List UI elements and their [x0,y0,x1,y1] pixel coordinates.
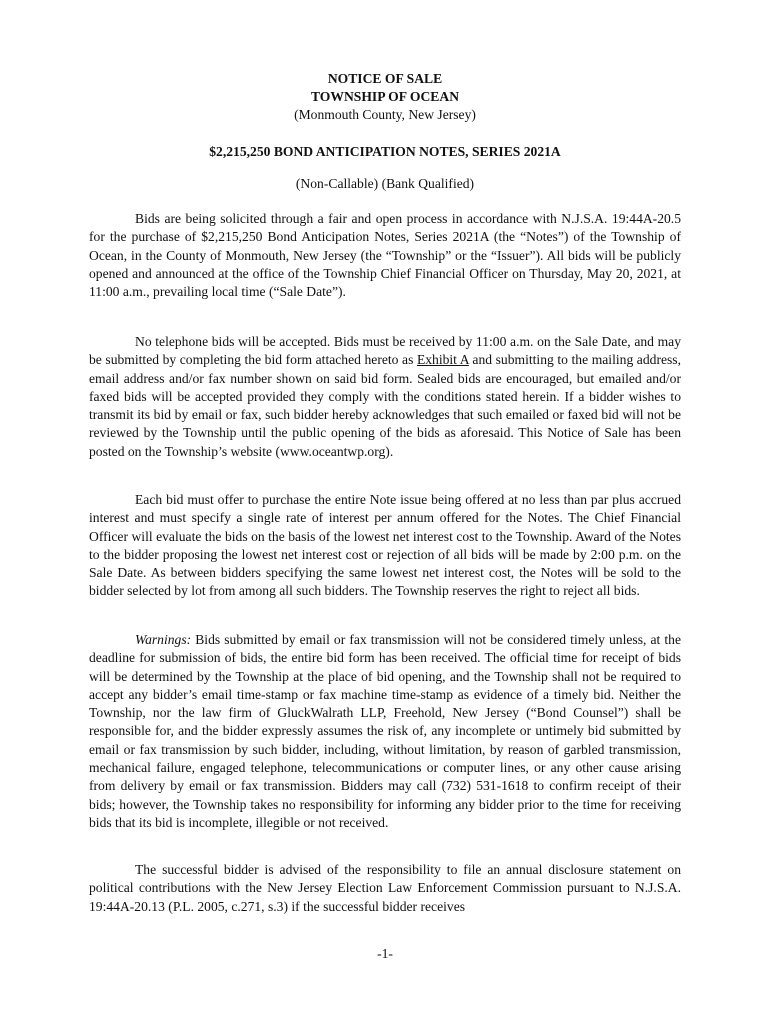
paragraph-submission-text-a: No telephone bids will be accepted. Bids must be received by 11:00 a.m. on the Sale Date, and may be submitted by completing the bid form attached hereto as [89,334,681,368]
issuer-name: TOWNSHIP OF OCEAN [310,89,460,104]
notes-qualifiers: (Non-Callable) (Bank Qualified) [295,176,475,191]
issuer-county: (Monmouth County, New Jersey) [294,107,476,122]
paragraph-submission [89,333,681,461]
warnings-text: Bids submitted by email or fax transmission will not be considered timely unless, at the deadline for submission of bids, the entire bid form has been received. The official time for receipt of bids will be determined by the Township at the place of bid opening, and the Township shall not be required to accept any bidder’s email time-stamp or fax machine time-stamp as evidence of a timely bid. Neither the Township, nor the law firm of GluckWalrath LLP, Freehold, New Jersey (“Bond Counsel”) shall be responsible for, and the bidder expressly assumes the risk of, any incomplete or untimely bid submitted by email or fax transmission by such bidder, including, without limitation, by reason of garbled transmission, mechanical failure, engaged telephone, telecommunications or computer lines, or any other cause arising from delivery by email or fax transmission. Bidders may call (732) 531-1618 to confirm receipt of their bids; however, the Township takes no responsibility for informing any bidder prior to the time for receiving bids that its bid is incomplete, illegible or not received. [89,632,681,830]
notes-title: $2,215,250 BOND ANTICIPATION NOTES, SERIES 2021A [209,144,561,159]
paragraph-warnings [89,631,681,832]
paragraph-disclosure: The successful bidder is advised of the responsibility to file an annual disclosure statement on political contributions with the New Jersey Election Law Enforcement Commission pursuant to N.J.S.A. 19:44A-20.13 (P.L. 2005, c.271, s.3) if the successful bidder receives [89,862,681,914]
page-number: -1- [377,946,393,961]
paragraph-bid-terms: Each bid must offer to purchase the entire Note issue being offered at no less than par plus accrued interest and must specify a single rate of interest per annum offered for the Notes. The Chief Financial Officer will evaluate the bids on the basis of the lowest net interest cost to the Township. Award of the Notes to the bidder proposing the lowest net interest cost or rejection of all bids will be made by 2:00 p.m. on the Sale Date. As between bidders specifying the same lowest net interest cost, the Notes will be sold to the bidder selected by lot from among all such bidders. The Township reserves the right to reject all bids. [89,492,681,599]
paragraph-bid-solicitation: Bids are being solicited through a fair and open process in accordance with N.J.S.A. 19:44A-20.5 for the purchase of $2,215,250 Bond Anticipation Notes, Series 2021A (the “Notes”) of the Township of Ocean, in the County of Monmouth, New Jersey (the “Township” or the “Issuer”). All bids will be publicly opened and announced at the office of the Township Chief Financial Officer on Thursday, May 20, 2021, at 11:00 a.m., prevailing local time (“Sale Date”). [89,211,681,300]
warnings-label: Warnings: [135,632,192,647]
exhibit-a-reference: Exhibit A [416,352,469,368]
notice-title: NOTICE OF SALE [327,71,443,86]
paragraph-submission-text-b: and submitting to the mailing address, email address and/or fax number shown on said bid form. Sealed bids are encouraged, but emailed and/or faxed bids will be accepted provided they comply with the conditions stated herein. If a bidder wishes to transmit its bid by email or fax, such bidder hereby acknowledges that such emailed or faxed bid will not be reviewed by the Township until the public opening of the bids as aforesaid. This Notice of Sale has been posted on the Township’s website (www.oceantwp.org). [89,352,681,459]
